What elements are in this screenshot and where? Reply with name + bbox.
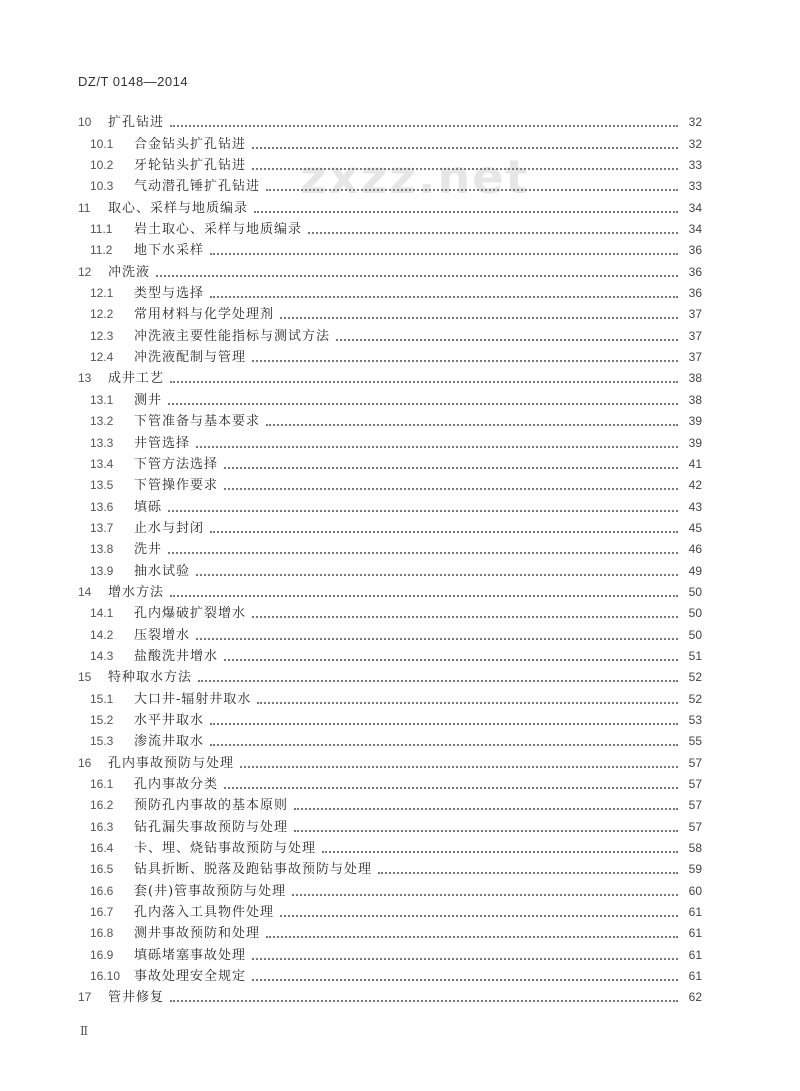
toc-entry[interactable] xyxy=(78,921,702,942)
toc-entry[interactable] xyxy=(78,345,702,366)
toc-entry-title: 地下水采样 xyxy=(134,243,205,259)
toc-entry-title: 常用材料与化学处理剂 xyxy=(134,307,275,323)
toc-entry-number: 13.9 xyxy=(90,563,114,578)
toc-entry-title: 填砾 xyxy=(134,499,163,515)
toc-entry-title: 水平井取水 xyxy=(134,712,205,728)
toc-entry-page: 32 xyxy=(688,136,702,151)
toc-entry[interactable] xyxy=(78,750,702,771)
dot-leader xyxy=(266,423,678,426)
toc-entry-page: 46 xyxy=(688,542,702,557)
toc-entry-number: 10.2 xyxy=(90,158,114,173)
toc-entry-number: 13.3 xyxy=(90,435,114,450)
dot-leader xyxy=(210,295,678,298)
toc-entry-number: 15 xyxy=(78,670,92,685)
toc-entry-page: 61 xyxy=(688,969,702,984)
toc-entry-title: 冲洗液配制与管理 xyxy=(134,350,247,366)
toc-entry[interactable] xyxy=(78,387,702,408)
toc-entry-title: 盐酸洗井增水 xyxy=(134,648,219,664)
toc-entry[interactable] xyxy=(78,259,702,280)
toc-entry-title: 扩孔钻进 xyxy=(108,115,165,131)
toc-entry-page: 33 xyxy=(688,158,702,173)
dot-leader xyxy=(210,252,678,255)
toc-entry-number: 13.4 xyxy=(90,456,114,471)
toc-entry-page: 61 xyxy=(688,905,702,920)
toc-entry[interactable] xyxy=(78,366,702,387)
toc-entry[interactable] xyxy=(78,793,702,814)
dot-leader xyxy=(252,978,678,981)
dot-leader xyxy=(280,914,678,917)
toc-entry-page: 53 xyxy=(688,712,702,727)
toc-entry-number: 16.7 xyxy=(90,905,114,920)
dot-leader xyxy=(280,316,678,319)
toc-entry-number: 14.2 xyxy=(90,627,114,642)
toc-entry[interactable] xyxy=(78,174,702,195)
toc-entry-page: 61 xyxy=(688,926,702,941)
dot-leader xyxy=(210,530,678,533)
dot-leader xyxy=(336,338,678,341)
toc-entry-page: 50 xyxy=(688,606,702,621)
dot-leader xyxy=(168,509,678,512)
toc-entry-page: 58 xyxy=(688,841,702,856)
dot-leader xyxy=(224,466,678,469)
toc-entry-title: 增水方法 xyxy=(108,584,165,600)
toc-entry[interactable] xyxy=(78,942,702,963)
dot-leader xyxy=(224,487,678,490)
dot-leader xyxy=(170,380,678,383)
dot-leader xyxy=(156,274,678,277)
toc-entry-number: 13.7 xyxy=(90,520,114,535)
toc-entry-number: 16.4 xyxy=(90,841,114,856)
toc-entry-title: 填砾堵塞事故处理 xyxy=(134,947,247,963)
dot-leader xyxy=(252,359,678,362)
dot-leader xyxy=(266,188,678,191)
toc-entry[interactable] xyxy=(78,665,702,686)
toc-entry-title: 冲洗液主要性能指标与测试方法 xyxy=(134,328,331,344)
toc-entry[interactable] xyxy=(78,131,702,152)
toc-entry[interactable] xyxy=(78,323,702,344)
dot-leader xyxy=(308,231,678,234)
dot-leader xyxy=(240,765,678,768)
toc-entry[interactable] xyxy=(78,409,702,430)
toc-entry-number: 13.2 xyxy=(90,414,114,429)
toc-entry-title: 井管选择 xyxy=(134,435,191,451)
toc-entry[interactable] xyxy=(78,153,702,174)
toc-entry-number: 12.4 xyxy=(90,350,114,365)
toc-entry-title: 测井事故预防和处理 xyxy=(134,926,261,942)
toc-entry-page: 37 xyxy=(688,307,702,322)
toc-entry[interactable] xyxy=(78,558,702,579)
dot-leader xyxy=(224,658,678,661)
toc-entry-title: 孔内爆破扩裂增水 xyxy=(134,606,247,622)
toc-entry-title: 合金钻头扩孔钻进 xyxy=(134,136,247,152)
dot-leader xyxy=(210,722,678,725)
toc-entry[interactable] xyxy=(78,985,702,1006)
toc-entry-number: 11 xyxy=(78,200,91,215)
toc-entry-number: 14.1 xyxy=(90,606,114,621)
dot-leader xyxy=(254,210,678,213)
toc-entry-number: 16.3 xyxy=(90,819,114,834)
toc-entry-title: 下管操作要求 xyxy=(134,478,219,494)
dot-leader xyxy=(168,551,678,554)
toc-entry-number: 16.10 xyxy=(90,969,121,984)
toc-entry-title: 大口井-辐射井取水 xyxy=(134,691,252,707)
dot-leader xyxy=(294,807,678,810)
toc-entry[interactable] xyxy=(78,772,702,793)
toc-entry[interactable] xyxy=(78,238,702,259)
table-of-contents xyxy=(78,110,702,1006)
toc-entry-page: 42 xyxy=(688,478,702,493)
toc-entry-number: 16.5 xyxy=(90,862,114,877)
toc-entry-page: 39 xyxy=(688,414,702,429)
toc-entry[interactable] xyxy=(78,302,702,323)
toc-entry-number: 15.3 xyxy=(90,734,114,749)
toc-entry-page: 57 xyxy=(688,819,702,834)
document-id: DZ/T 0148—2014 xyxy=(78,74,189,89)
toc-entry-page: 36 xyxy=(688,243,702,258)
toc-entry-number: 16.1 xyxy=(90,777,114,791)
toc-entry-number: 11.1 xyxy=(90,222,113,237)
toc-entry-title: 测井 xyxy=(134,392,163,408)
toc-entry[interactable] xyxy=(78,814,702,835)
toc-entry[interactable] xyxy=(78,452,702,473)
toc-entry-number: 16.8 xyxy=(90,926,114,941)
toc-entry-page: 36 xyxy=(688,264,702,279)
toc-entry-title: 下管方法选择 xyxy=(134,456,219,472)
toc-entry-page: 61 xyxy=(688,947,702,962)
dot-leader xyxy=(252,615,678,618)
toc-entry-number: 13.6 xyxy=(90,499,114,514)
toc-entry-number: 10.3 xyxy=(90,179,114,194)
toc-entry[interactable] xyxy=(78,430,702,451)
dot-leader xyxy=(252,957,678,960)
toc-entry-page: 52 xyxy=(688,670,702,685)
toc-entry[interactable] xyxy=(78,729,702,750)
toc-entry[interactable] xyxy=(78,537,702,558)
toc-entry-title: 卡、埋、烧钻事故预防与处理 xyxy=(134,841,317,857)
toc-entry-title: 压裂增水 xyxy=(134,627,191,643)
toc-entry-page: 50 xyxy=(688,584,702,599)
toc-entry-page: 50 xyxy=(688,627,702,642)
dot-leader xyxy=(170,124,678,127)
dot-leader xyxy=(196,637,678,640)
dot-leader xyxy=(322,850,678,853)
toc-entry-title: 取心、采样与地质编录 xyxy=(108,200,249,216)
toc-entry-number: 10 xyxy=(78,115,92,130)
toc-entry[interactable] xyxy=(78,516,702,537)
dot-leader xyxy=(170,999,678,1002)
toc-entry-page: 55 xyxy=(688,734,702,749)
dot-leader xyxy=(224,786,678,789)
toc-entry-number: 16.2 xyxy=(90,798,114,813)
toc-entry-title: 管井修复 xyxy=(108,990,165,1006)
toc-entry-number: 10.1 xyxy=(90,136,114,151)
toc-entry-title: 洗井 xyxy=(134,542,163,558)
toc-entry[interactable] xyxy=(78,281,702,302)
toc-entry[interactable] xyxy=(78,686,702,707)
toc-entry-page: 41 xyxy=(688,456,702,471)
page-number: Ⅱ xyxy=(80,1024,89,1038)
toc-entry[interactable] xyxy=(78,601,702,622)
toc-entry[interactable] xyxy=(78,473,702,494)
toc-entry-number: 12.2 xyxy=(90,307,114,322)
toc-entry-title: 牙轮钻头扩孔钻进 xyxy=(134,158,247,174)
toc-entry-number: 16.6 xyxy=(90,883,114,898)
toc-entry-title: 冲洗液 xyxy=(108,264,151,280)
toc-entry-page: 57 xyxy=(688,777,702,791)
toc-entry-page: 36 xyxy=(688,286,702,301)
dot-leader xyxy=(198,679,678,682)
toc-entry-title: 孔内事故分类 xyxy=(134,777,219,792)
toc-entry[interactable] xyxy=(78,900,702,921)
toc-entry[interactable] xyxy=(78,836,702,857)
dot-leader xyxy=(168,402,678,405)
toc-entry-title: 套(井)管事故预防与处理 xyxy=(134,883,287,899)
dot-leader xyxy=(252,146,678,149)
toc-entry-number: 14.3 xyxy=(90,648,114,663)
toc-entry[interactable] xyxy=(78,110,702,131)
toc-entry-number: 12.1 xyxy=(90,286,114,301)
dot-leader xyxy=(257,701,678,704)
toc-entry-title: 止水与封闭 xyxy=(134,520,205,536)
toc-entry[interactable] xyxy=(78,964,702,985)
toc-entry-page: 37 xyxy=(688,328,702,343)
toc-entry-page: 38 xyxy=(688,371,702,386)
toc-entry-number: 12 xyxy=(78,264,92,279)
toc-entry-title: 事故处理安全规定 xyxy=(134,969,247,985)
toc-entry-number: 11.2 xyxy=(90,243,113,258)
toc-entry-page: 34 xyxy=(688,200,702,215)
toc-entry-number: 13.8 xyxy=(90,542,114,557)
toc-entry-title: 孔内事故预防与处理 xyxy=(108,755,235,771)
toc-entry-page: 51 xyxy=(688,648,702,663)
toc-entry-title: 预防孔内事故的基本原则 xyxy=(134,798,289,814)
toc-entry-title: 成井工艺 xyxy=(108,371,165,387)
toc-entry-page: 39 xyxy=(688,435,702,450)
toc-entry-title: 渗流井取水 xyxy=(134,734,205,750)
toc-entry-number: 14 xyxy=(78,584,92,599)
dot-leader xyxy=(196,573,678,576)
toc-entry-title: 下管准备与基本要求 xyxy=(134,414,261,430)
toc-entry-page: 57 xyxy=(688,755,702,770)
toc-entry-title: 钻具折断、脱落及跑钻事故预防与处理 xyxy=(134,862,373,878)
toc-entry-title: 类型与选择 xyxy=(134,286,205,302)
toc-entry-number: 12.3 xyxy=(90,328,114,343)
dot-leader xyxy=(170,594,678,597)
toc-entry[interactable] xyxy=(78,708,702,729)
toc-entry[interactable] xyxy=(78,878,702,899)
toc-entry-number: 13 xyxy=(78,371,92,386)
toc-entry-title: 特种取水方法 xyxy=(108,670,193,686)
watermark: zxzz.net xyxy=(300,150,530,204)
toc-entry-page: 38 xyxy=(688,392,702,407)
toc-entry-title: 气动潜孔锤扩孔钻进 xyxy=(134,179,261,195)
dot-leader xyxy=(196,445,678,448)
toc-entry-number: 15.1 xyxy=(90,691,114,706)
toc-entry-page: 60 xyxy=(688,883,702,898)
dot-leader xyxy=(252,167,678,170)
toc-entry-number: 13.1 xyxy=(90,392,114,407)
toc-entry-number: 17 xyxy=(78,990,92,1005)
toc-entry-title: 抽水试验 xyxy=(134,563,191,579)
toc-entry-page: 59 xyxy=(688,862,702,877)
toc-entry-page: 37 xyxy=(688,350,702,365)
toc-entry-number: 16.9 xyxy=(90,947,114,962)
toc-entry-title: 孔内落入工具物件处理 xyxy=(134,905,275,921)
toc-entry-page: 34 xyxy=(688,222,702,237)
toc-entry-number: 13.5 xyxy=(90,478,114,493)
toc-entry-page: 43 xyxy=(688,499,702,514)
toc-entry-page: 57 xyxy=(688,798,702,813)
dot-leader xyxy=(292,893,678,896)
toc-entry-number: 16 xyxy=(78,755,92,770)
toc-entry-number: 15.2 xyxy=(90,712,114,727)
toc-entry-page: 45 xyxy=(688,520,702,535)
dot-leader xyxy=(378,871,678,874)
toc-entry-page: 49 xyxy=(688,563,702,578)
toc-entry[interactable] xyxy=(78,857,702,878)
toc-entry-page: 32 xyxy=(688,115,702,130)
toc-entry-title: 钻孔漏失事故预防与处理 xyxy=(134,819,289,835)
dot-leader xyxy=(294,829,678,832)
toc-entry[interactable] xyxy=(78,622,702,643)
toc-entry-title: 岩土取心、采样与地质编录 xyxy=(134,222,303,238)
toc-entry[interactable] xyxy=(78,494,702,515)
toc-entry-page: 52 xyxy=(688,691,702,706)
toc-entry[interactable] xyxy=(78,580,702,601)
toc-entry[interactable] xyxy=(78,195,702,216)
dot-leader xyxy=(210,743,678,746)
toc-entry-page: 33 xyxy=(688,179,702,194)
toc-entry[interactable] xyxy=(78,644,702,665)
toc-entry-page: 62 xyxy=(688,990,702,1005)
dot-leader xyxy=(266,935,678,938)
toc-entry[interactable] xyxy=(78,217,702,238)
